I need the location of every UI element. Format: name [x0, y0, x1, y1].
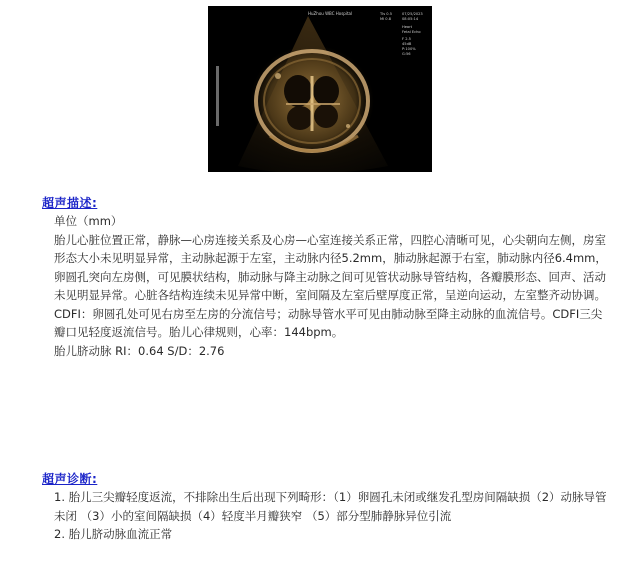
svg-text:Heart: Heart — [402, 25, 413, 29]
svg-text:08:05:14: 08:05:14 — [402, 17, 419, 21]
svg-text:TIs 0.5: TIs 0.5 — [380, 12, 392, 16]
svg-text:Fetal Echo: Fetal Echo — [402, 30, 421, 34]
ultrasound-image — [208, 6, 432, 172]
svg-text:P:100%: P:100% — [402, 47, 416, 51]
description-body — [54, 212, 610, 360]
diagnosis-item-1: 1. 胎儿三尖瓣轻度返流，不排除出生后出现下列畸形：（1）卵圆孔未闭或继发孔型房间隔缺损（2）动脉导管未闭 （3）小的室间隔缺损（4）轻度半月瓣狭窄 （5）部分型肺静脉异位引流 — [54, 490, 607, 523]
svg-text:07/25/2023: 07/25/2023 — [402, 12, 423, 16]
diagnosis-heading: 超声诊断: — [42, 472, 98, 486]
umbilical-artery-values: 胎儿脐动脉 RI：0.64 S/D：2.76 — [54, 343, 225, 358]
fetal-heart-ultrasound — [208, 6, 432, 172]
svg-text:F 2.5: F 2.5 — [402, 37, 411, 41]
description-paragraph: 胎儿心脏位置正常，静脉—心房连接关系及心房—心室连接关系正常，四腔心清晰可见，心尖朝向左侧，房室形态大小未见明显异常，主动脉起源于左室，主动脉内径5.2mm，肺动脉起源于右室，肺动脉内径6.4mm，卵圆孔突向左房侧，可见膜状结构，肺动脉与降主动脉之间可见管状动脉导管结构，各瓣膜形态、回声、活动未见明显异常。心脏各结构连续未见异常中断，室间隔及左室后壁厚度正常，呈逆向运动，左室整齐动协调。CDFI：卵圆孔处可见右房至左房的分流信号；动脉导管水平可见由肺动脉至降主动脉的血流信号。CDFI三尖瓣口见轻度返流信号。胎儿心律规则，心率：144bpm。 — [54, 232, 607, 339]
diagnosis-item-2: 2. 胎儿脐动脉血流正常 — [54, 527, 173, 541]
svg-text:45dB: 45dB — [402, 42, 412, 46]
diagnosis-body — [54, 488, 610, 544]
unit-label: 单位（mm） — [54, 214, 123, 228]
hospital-label: HuZhou WBC Hospital — [308, 11, 353, 16]
svg-text:G:56: G:56 — [402, 52, 411, 56]
svg-text:MI 0.8: MI 0.8 — [380, 17, 392, 21]
description-heading: 超声描述: — [42, 196, 98, 210]
